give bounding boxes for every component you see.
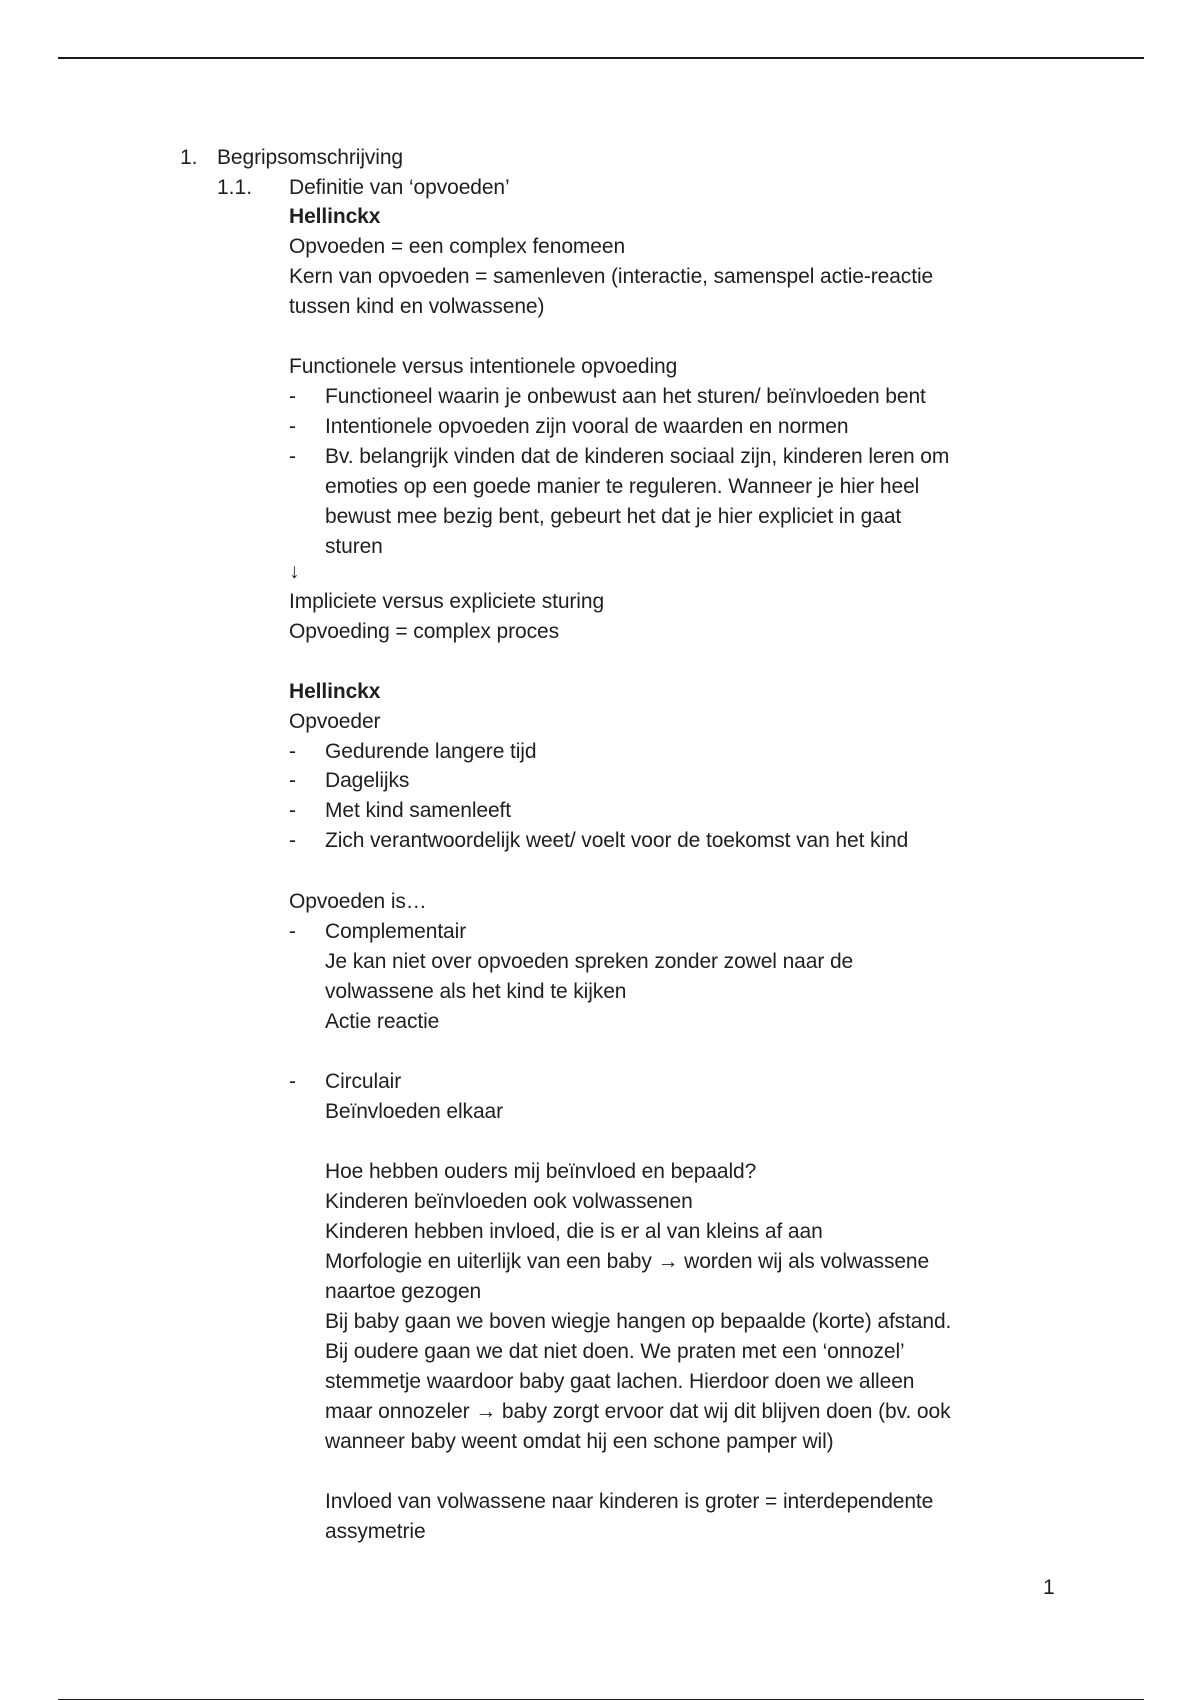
section-title: Opvoeder [289, 710, 381, 733]
top-rule [58, 57, 1144, 59]
bullet-text: Gedurende langere tijd [325, 740, 537, 763]
bullet-text: Beïnvloeden elkaar [325, 1100, 503, 1123]
bullet-text: naartoe gezogen [325, 1280, 482, 1303]
bullet-dash: - [289, 740, 296, 763]
bullet-text: assymetrie [325, 1520, 426, 1543]
bullet-text: Met kind samenleeft [325, 799, 512, 822]
bullet-text: Circulair [325, 1070, 402, 1093]
text-line: tussen kind en volwassene) [289, 295, 545, 318]
bullet-dash: - [289, 920, 296, 943]
bullet-dash: - [289, 445, 296, 468]
text-line: Impliciete versus expliciete sturing [289, 590, 605, 613]
section-title: Opvoeden is… [289, 890, 427, 913]
bullet-text: Zich verantwoordelijk weet/ voelt voor de toekomst van het kind [325, 829, 909, 852]
bullet-text: wanneer baby weent omdat hij een schone pamper wil) [325, 1430, 834, 1453]
bullet-text: maar onnozeler → baby zorgt ervoor dat wij dit blijven doen (bv. ook [325, 1400, 951, 1423]
bullet-text: Invloed van volwassene naar kinderen is groter = interdependente [325, 1490, 934, 1513]
bullet-dash: - [289, 385, 296, 408]
bullet-text: stemmetje waardoor baby gaat lachen. Hierdoor doen we alleen [325, 1370, 915, 1393]
text-line: Opvoeden = een complex fenomeen [289, 235, 626, 258]
bullet-text: Actie reactie [325, 1010, 440, 1033]
bullet-text: Kinderen beïnvloeden ook volwassenen [325, 1190, 693, 1213]
page-number: 1 [1043, 1576, 1055, 1599]
bullet-text: sturen [325, 535, 383, 558]
bullet-text: Bij baby gaan we boven wiegje hangen op bepaalde (korte) afstand. [325, 1310, 952, 1333]
text-line: Opvoeding = complex proces [289, 620, 559, 643]
subheading-title: Definitie van ‘opvoeden’ [289, 176, 510, 199]
author-label: Hellinckx [289, 680, 381, 703]
bullet-text: Je kan niet over opvoeden spreken zonder zowel naar de [325, 950, 854, 973]
bullet-text: Bij oudere gaan we dat niet doen. We praten met een ‘onnozel’ [325, 1340, 905, 1363]
heading-title: Begripsomschrijving [217, 146, 404, 169]
bullet-text: emoties op een goede manier te reguleren. Wanneer je hier heel [325, 475, 920, 498]
bullet-text: volwassene als het kind te kijken [325, 980, 627, 1003]
bullet-text: Kinderen hebben invloed, die is er al van kleins af aan [325, 1220, 823, 1243]
bullet-dash: - [289, 769, 296, 792]
subheading-number: 1.1. [217, 176, 253, 199]
bullet-text: Morfologie en uiterlijk van een baby → worden wij als volwassene [325, 1250, 930, 1273]
bullet-text: Bv. belangrijk vinden dat de kinderen sociaal zijn, kinderen leren om [325, 445, 950, 468]
bullet-text: bewust mee bezig bent, gebeurt het dat je hier expliciet in gaat [325, 505, 902, 528]
down-arrow-icon: ↓ [289, 560, 300, 583]
author-label: Hellinckx [289, 205, 381, 228]
bullet-text: Complementair [325, 920, 467, 943]
heading-number: 1. [180, 146, 198, 169]
bullet-dash: - [289, 799, 296, 822]
bullet-dash: - [289, 1070, 296, 1093]
text-line: Kern van opvoeden = samenleven (interactie, samenspel actie-reactie [289, 265, 934, 288]
bullet-dash: - [289, 415, 296, 438]
bullet-text: Intentionele opvoeden zijn vooral de waarden en normen [325, 415, 849, 438]
section-title: Functionele versus intentionele opvoeding [289, 355, 678, 378]
bullet-dash: - [289, 829, 296, 852]
bullet-text: Functioneel waarin je onbewust aan het sturen/ beïnvloeden bent [325, 385, 926, 408]
bullet-text: Dagelijks [325, 769, 410, 792]
bullet-text: Hoe hebben ouders mij beïnvloed en bepaald? [325, 1160, 757, 1183]
